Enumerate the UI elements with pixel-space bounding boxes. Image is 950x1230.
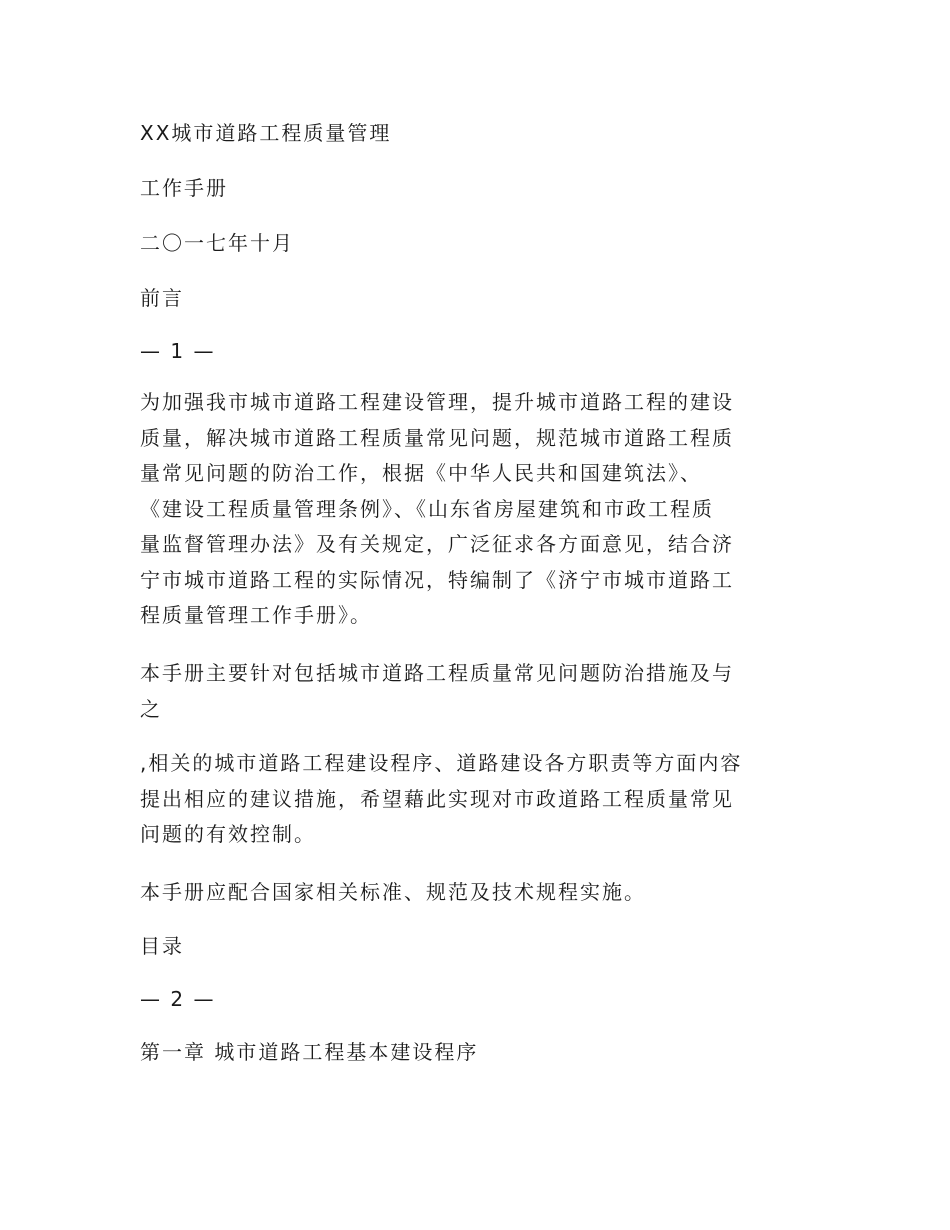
paragraph-line: 程质量管理工作手册》。 (140, 603, 372, 627)
page-number-marker: — 1 — (140, 339, 216, 363)
paragraph-line: 提出相应的建议措施，希望藉此实现对市政道路工程质量常见 (140, 786, 734, 811)
document-date: 二〇一七年十月 (140, 231, 294, 255)
paragraph-line: 宁市城市道路工程的实际情况，特编制了《济宁市城市道路工 (140, 567, 734, 592)
page-number-marker: — 2 — (140, 987, 216, 1011)
paragraph-line: 之 (140, 696, 162, 721)
intro-paragraph (140, 385, 812, 634)
paragraph-line: 量监督管理办法》及有关规定，广泛征求各方面意见，结合济 (140, 532, 734, 556)
paragraph-line: ,相关的城市道路工程建设程序、道路建设各方职责等方面内容 (140, 751, 743, 775)
toc-heading: 目录 (140, 934, 184, 958)
paragraph-line: 《建设工程质量管理条例》、《山东省房屋建筑和市政工程质 (140, 496, 714, 521)
paragraph-line: 质量，解决城市道路工程质量常见问题，规范城市道路工程质 (140, 425, 734, 450)
document-title: XX城市道路工程质量管理 (140, 121, 392, 145)
continuation-paragraph (140, 746, 812, 853)
paragraph-line: 本手册主要针对包括城市道路工程质量常见问题防治措施及与 (140, 661, 734, 685)
paragraph-line: 量常见问题的防治工作，根据《中华人民共和国建筑法》、 (140, 461, 702, 485)
standards-note: 本手册应配合国家相关标准、规范及技术规程实施。 (140, 880, 646, 904)
foreword-heading: 前言 (140, 286, 184, 310)
paragraph-line: 为加强我市城市道路工程建设管理，提升城市道路工程的建设 (140, 390, 734, 414)
document-subtitle: 工作手册 (140, 176, 228, 200)
chapter-heading: 第一章 城市道路工程基本建设程序 (140, 1040, 479, 1064)
scope-paragraph (140, 656, 812, 727)
paragraph-line: 问题的有效控制。 (140, 822, 316, 846)
